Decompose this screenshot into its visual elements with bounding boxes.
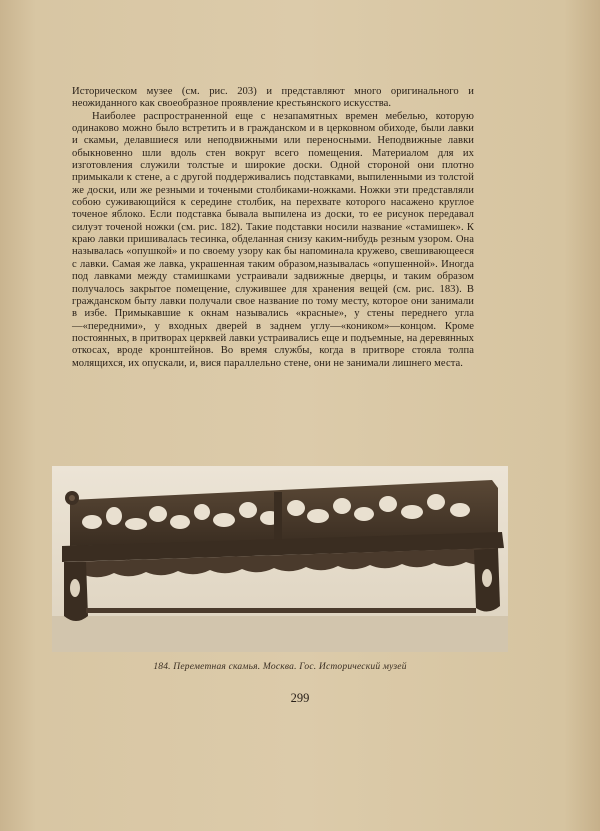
bench-illustration <box>52 466 508 652</box>
body-text <box>72 86 474 370</box>
figure-caption: 184. Переметная скамья. Москва. Гос. Исторический музей <box>153 662 407 672</box>
paragraph-1: Историческом музее (см. рис. 203) и представляют много оригинального и неожиданного как своеобразное проявление крестьянского искусства. <box>72 86 474 110</box>
paragraph-2: Наиболее распространенной еще с незапамятных времен мебелью, которую одинаково можно было встретить и в гражданском и в церковном обиходе, были лавки и скамьи, делавшиеся или неподвижными или переносными. Неподвижные лавки обыкновенно шли вдоль стен вокруг всего помещения. Материалом для их изготовления служили толстые и широкие доски. Одной стороной они плотно примыкали к стене, а с другой поддерживались подставками, выпиленными из толстой же доски, или же резными и точеными столбиками-ножками. Ножки эти представляли собою суживающийся к середине столбик, на перехвате которого насажено круглое точеное яблоко. Если подставка бывала выпилена из доски, то ее рисунок передавал силуэт точеной ножки (см. рис. 182). Такие подставки носили название «стамишек». К краю лавки пришивалась тесинка, обделанная снизу каким-нибудь резным узором. Она называлась «опушкой» и по своему узору как бы напоминала кружево, свешивающееся с лавки. Самая же лавка, украшенная таким образом,называлась «опушенной». Иногда под лавками между стамишками устраивали задвижные дверцы, и таким образом получалось закрытое помещение, служившее для хранения вещей (см. рис. 183). В гражданском быту лавки получали свое название по тому месту, которое они занимали в избе. Примыкавшие к окнам назывались «красные», у стены переднего угла—«передними», у входных дверей в заднем углу—«коником»—концом. Кроме постоянных, в притворах церквей лавки устраивались еще и подъемные, на деревянных откосах, вроде кронштейнов. Во время службы, когда в притворе стояла толпа молящихся, их опускали, и, вися параллельно стене, они не занимали лишнего места. <box>72 110 474 369</box>
bench-photo <box>52 466 508 652</box>
page-number: 299 <box>290 691 310 705</box>
